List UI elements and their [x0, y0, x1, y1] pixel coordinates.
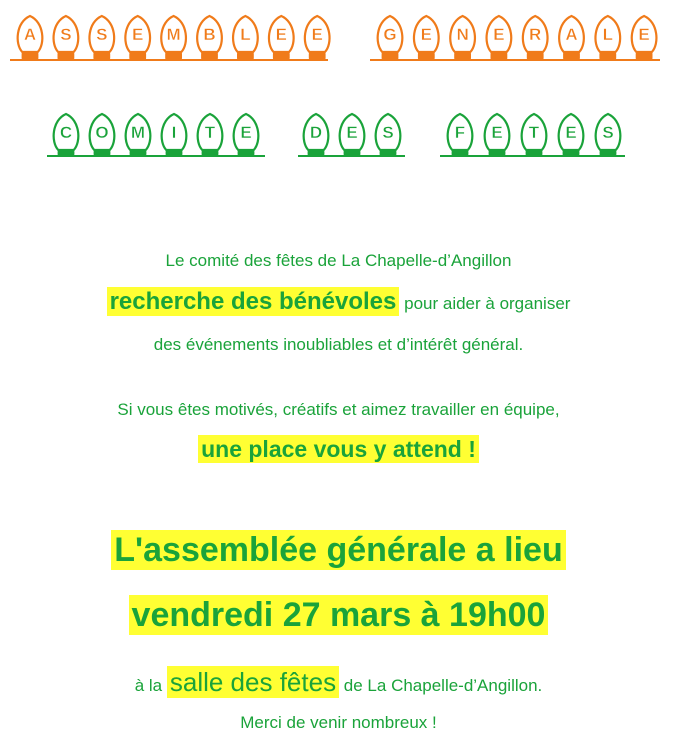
svg-text:E: E: [493, 25, 505, 45]
svg-text:E: E: [240, 123, 252, 143]
bulb-letter: [596, 114, 621, 156]
event-title: L'assemblée générale a lieu: [111, 530, 565, 570]
banner-assemblee-generale-graphic: [0, 10, 677, 70]
banner-word: [370, 16, 660, 60]
svg-text:E: E: [311, 25, 323, 45]
svg-text:E: E: [491, 123, 503, 143]
bulb-letter: [376, 114, 401, 156]
bulb-letter: [450, 16, 475, 60]
bulb-letter: [559, 114, 584, 156]
svg-text:C: C: [59, 123, 73, 143]
svg-text:A: A: [23, 25, 37, 45]
svg-text:E: E: [565, 123, 577, 143]
bulb-letter: [197, 16, 222, 60]
bulb-letter: [161, 16, 186, 60]
banner-assemblee-generale: [0, 10, 677, 70]
event-place-highlight: salle des fêtes: [167, 666, 339, 698]
svg-text:T: T: [204, 123, 216, 143]
banner-comite-des-fetes-graphic: [0, 110, 677, 170]
banner-word: [298, 114, 405, 156]
svg-text:M: M: [166, 25, 181, 45]
svg-text:E: E: [132, 25, 144, 45]
bulb-letter: [234, 114, 259, 156]
svg-text:S: S: [382, 123, 394, 143]
bulb-letter: [233, 16, 258, 60]
bulb-letter: [90, 114, 115, 156]
bulb-letter: [378, 16, 403, 60]
svg-text:T: T: [528, 123, 540, 143]
banner-comite-des-fetes: [0, 110, 677, 170]
bulb-letter: [126, 114, 151, 156]
svg-text:D: D: [309, 123, 323, 143]
svg-text:L: L: [602, 25, 613, 45]
bulb-letter: [304, 114, 329, 156]
svg-text:E: E: [346, 123, 358, 143]
svg-text:S: S: [96, 25, 108, 45]
bulb-letter: [595, 16, 620, 60]
svg-text:O: O: [95, 123, 109, 143]
svg-text:E: E: [420, 25, 432, 45]
event-place: [0, 667, 677, 698]
bulb-letter: [522, 114, 547, 156]
intro-line-1: Le comité des fêtes de La Chapelle-d’Angillon: [165, 251, 512, 270]
intro-line-2: [0, 288, 677, 316]
svg-text:S: S: [60, 25, 72, 45]
bulb-letter: [305, 16, 330, 60]
bulb-letter: [340, 114, 365, 156]
recruiting-highlight: recherche des bénévoles: [107, 287, 400, 316]
bulb-letter: [414, 16, 439, 60]
bulb-letter: [559, 16, 584, 60]
bulb-letter: [89, 16, 114, 60]
svg-text:G: G: [383, 25, 397, 45]
bulb-letter: [448, 114, 473, 156]
svg-text:S: S: [602, 123, 614, 143]
banner-word: [440, 114, 625, 156]
svg-text:R: R: [529, 25, 542, 45]
svg-text:N: N: [456, 25, 469, 45]
svg-text:F: F: [454, 123, 466, 143]
banner-word: [47, 114, 265, 156]
bulb-letter: [198, 114, 223, 156]
event-line-1: [0, 531, 677, 570]
svg-text:M: M: [130, 123, 146, 143]
invite-line-2: [0, 436, 677, 463]
bulb-letter: [487, 16, 512, 60]
svg-text:L: L: [240, 25, 251, 45]
svg-text:B: B: [203, 25, 216, 45]
closing-line: Merci de venir nombreux !: [240, 713, 437, 732]
intro-line-2-rest: pour aider à organiser: [399, 294, 571, 313]
intro-line-3: des événements inoubliables et d’intérêt général.: [153, 335, 524, 354]
bulb-letter: [632, 16, 657, 60]
banner-word: [10, 16, 330, 60]
event-date: vendredi 27 mars à 19h00: [129, 595, 549, 635]
bulb-letter: [523, 16, 548, 60]
bulb-letter: [485, 114, 510, 156]
svg-text:E: E: [275, 25, 287, 45]
event-place-prefix: à la: [134, 676, 167, 695]
bulb-letter: [18, 16, 43, 60]
event-line-2: [0, 596, 677, 635]
svg-text:E: E: [638, 25, 650, 45]
svg-text:I: I: [171, 123, 177, 143]
bulb-letter: [269, 16, 294, 60]
bulb-letter: [125, 16, 150, 60]
place-waiting-highlight: une place vous y attend !: [198, 435, 479, 463]
invite-line-1: Si vous êtes motivés, créatifs et aimez travailler en équipe,: [117, 400, 560, 419]
event-place-suffix: de La Chapelle-d’Angillon.: [339, 676, 543, 695]
bulb-letter: [54, 16, 79, 60]
svg-text:A: A: [565, 25, 578, 45]
bulb-letter: [162, 114, 187, 156]
bulb-letter: [54, 114, 79, 156]
